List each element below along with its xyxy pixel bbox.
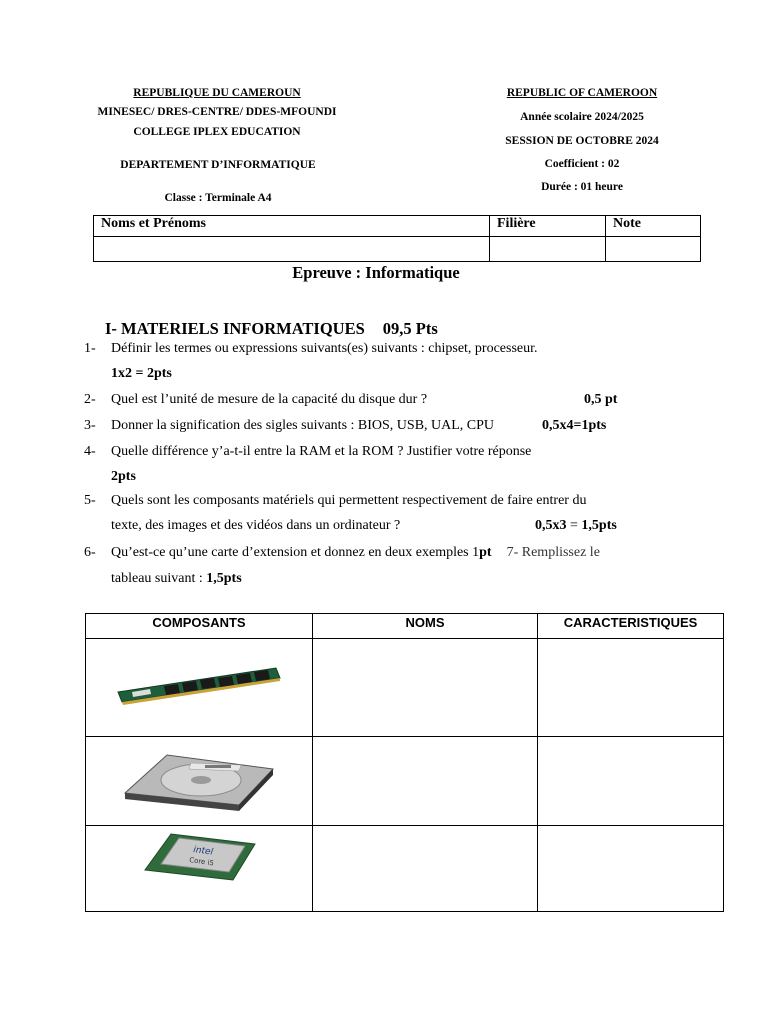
q5-points-total: 1,5pts: [581, 518, 617, 533]
q6-number: 6-: [84, 545, 96, 560]
q7-text-body: tableau suivant :: [111, 571, 203, 586]
section-heading: [105, 319, 438, 339]
id-cell-noms[interactable]: [94, 237, 490, 262]
header-republic: REPUBLIC OF CAMEROON: [506, 87, 658, 99]
header-republique: REPUBLIQUE DU CAMEROUN: [133, 87, 301, 99]
cpu-brand-text: intel: [192, 845, 214, 858]
id-header-filiere: Filière: [490, 216, 606, 237]
header-session: SESSION DE OCTOBRE 2024: [505, 135, 659, 147]
q3-number: 3-: [84, 418, 96, 433]
header-duree: Durée : 01 heure: [541, 181, 623, 193]
header-noms: NOMS: [313, 614, 538, 639]
header-coefficient: Coefficient : 02: [544, 158, 620, 170]
q3-text: Donner la signification des sigles suivants : BIOS, USB, UAL, CPU: [111, 418, 495, 433]
identification-table: [93, 215, 701, 262]
header-classe: Classe : Terminale A4: [164, 192, 272, 204]
cell-component-ram: [86, 639, 313, 737]
cell-name-2[interactable]: [313, 737, 538, 826]
q2-text: Quel est l’unité de mesure de la capacité du disque dur ?: [111, 392, 428, 407]
q5-text-line1: Quels sont les composants matériels qui permettent respectivement de faire entrer du: [111, 493, 587, 508]
q5-text-line2: texte, des images et des vidéos dans un ordinateur ?: [111, 518, 401, 533]
cell-name-1[interactable]: [313, 639, 538, 737]
q1-number: 1-: [84, 341, 96, 356]
cell-name-3[interactable]: [313, 826, 538, 912]
components-table: [85, 613, 724, 912]
id-header-note: Note: [606, 216, 701, 237]
header-minesec: MINESEC/ DRES-CENTRE/ DDES-MFOUNDI: [97, 106, 337, 118]
q7-text: 7- Remplissez le: [506, 545, 600, 560]
q4-points: 2pts: [111, 469, 136, 484]
cpu-model-text: Core i5: [188, 856, 215, 868]
q2-points: 0,5 pt: [584, 392, 618, 407]
section-title: I- MATERIELS INFORMATIQUES: [105, 319, 365, 338]
q4-number: 4-: [84, 444, 96, 459]
q3-points: 0,5x4=1pts: [542, 418, 607, 433]
header-composants: COMPOSANTS: [86, 614, 313, 639]
q6-text-body: Qu’est-ce qu’une carte d’extension et donnez en deux exemples 1: [111, 545, 480, 560]
section-points: 09,5 Pts: [382, 319, 438, 338]
q5-number: 5-: [84, 493, 96, 508]
q1-points: 1x2 = 2pts: [111, 366, 172, 381]
q1-text: Définir les termes ou expressions suivants(es) suivants : chipset, processeur.: [111, 341, 538, 356]
cell-characteristics-1[interactable]: [538, 639, 724, 737]
q2-number: 2-: [84, 392, 96, 407]
cell-component-hdd: [86, 737, 313, 826]
header-annee: Année scolaire 2024/2025: [520, 111, 644, 123]
id-cell-filiere[interactable]: [490, 237, 606, 262]
processor-image: [141, 830, 257, 882]
q5-points-formula: 0,5x3: [535, 518, 567, 533]
q6-text: [111, 545, 600, 561]
id-header-noms: Noms et Prénoms: [94, 216, 490, 237]
q7-text-line2: [111, 571, 242, 587]
ram-module-image: [116, 662, 282, 708]
q5-points-equals: =: [566, 518, 582, 533]
q6-points-unit: pt: [479, 545, 492, 560]
cell-characteristics-3[interactable]: [538, 826, 724, 912]
exam-title: Epreuve : Informatique: [292, 263, 460, 282]
header-caracteristiques: CARACTERISTIQUES: [538, 614, 724, 639]
q7-points: 1,5pts: [206, 571, 242, 586]
cell-component-cpu: [86, 826, 313, 912]
header-departement: DEPARTEMENT D’INFORMATIQUE: [120, 159, 316, 171]
hard-disk-image: [121, 743, 277, 815]
q5-points: [535, 518, 617, 534]
q4-text: Quelle différence y’a-t-il entre la RAM et la ROM ? Justifier votre réponse: [111, 444, 532, 459]
header-college: COLLEGE IPLEX EDUCATION: [133, 126, 301, 138]
cell-characteristics-2[interactable]: [538, 737, 724, 826]
id-cell-note[interactable]: [606, 237, 701, 262]
